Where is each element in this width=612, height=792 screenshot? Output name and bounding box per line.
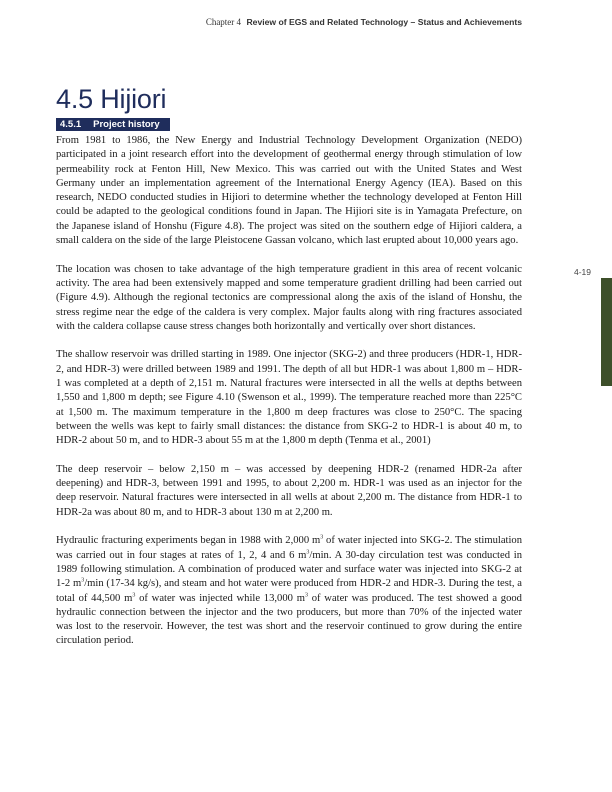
subsection-number: 4.5.1 [60, 119, 82, 130]
paragraph: From 1981 to 1986, the New Energy and Industrial Technology Development Organization (NEDO) participated in a joint research effort into the development of geothermal energy through stimulation of low permeability rock at Fenton Hill, New Mexico. This was carried out with the United States and West Germany under an implementation agreement of the International Energy Agency (IEA). Based on this research, NEDO conducted studies in Hijiori to determine whether the technology developed at Fenton Hill could be adapted to the geological conditions found in Japan. The Hijiori site is in Yamagata Prefecture, on the Japanese island of Honshu (Figure 4.8). The project was sited on the southern edge of Hijiori caldera, a small caldera on the side of the large Pleistocene Gassan volcano, which last erupted about 10,000 years ago. [56, 135, 522, 247]
body-text [56, 134, 522, 663]
text-run: of water injected into SKG-2. The stimulation was carried out in four stages at rates of 1, 2, 4 and 6 m [56, 535, 523, 561]
paragraph: The shallow reservoir was drilled starting in 1989. One injector (SKG-2) and three producers (HDR-1, HDR-2, and HDR-3) were drilled between 1989 and 1991. The depth of all but HDR-1 was about 1,800 m – HDR-1 was completed at a depth of 2,151 m. Natural fractures were intersected in all the wells at depths between 1,550 and 1,800 m depth; see Figure 4.10 (Swenson et al., 1999). The temperature reached more than 225°C at 1,500 m. The maximum temperature in the 1,800 m deep fractures was close to 250°C. The spacing between the wells was kept to fairly small distances: the distance from SKG-2 to HDR-1 is about 40 m, to HDR-2 about 50 m, and to HDR-3 about 55 m at the 1,800 m depth (Tenma et al., 2001) [56, 349, 522, 447]
superscript: 3 [304, 591, 308, 598]
page-number: 4-19 [574, 267, 592, 277]
chapter-label: Chapter 4 [205, 17, 242, 27]
paragraph: The deep reservoir – below 2,150 m – was accessed by deepening HDR-2 (renamed HDR-2a after deepening) and HDR-3, between 1991 and 1995, to about 2,200 m. HDR-1 was used as an injector for the deep reservoir. Natural fractures were intersected in all wells at about 2,200 m. The distance from HDR-1 to HDR-2a was about 80 m, and to HDR-3 about 130 m at 2,200 m. [56, 463, 522, 518]
section-title: 4.5 Hijiori [56, 84, 167, 114]
paragraph-hydraulic-fracturing [56, 534, 522, 648]
chapter-title: Review of EGS and Related Technology – Status and Achievements [246, 17, 522, 27]
superscript: 3 [306, 549, 310, 556]
paragraph: The location was chosen to take advantage of the high temperature gradient in this area of recent volcanic activity. The area had been extensively mapped and some temperature gradient drilling had been carried out (Figure 4.9). Although the regional tectonics are compressional along the axis of the island of Honshu, the stress regime near the edge of the caldera is very complex. Major faults along with ring fractures associated with the caldera collapse cause stress changes both horizontally and vertically over short distances. [56, 263, 522, 332]
superscript: 3 [81, 577, 85, 584]
subsection-title: Project history [93, 119, 160, 130]
chapter-thumb-tab [601, 278, 612, 386]
running-header [206, 17, 522, 27]
text-run: of water was injected while 13,000 m [135, 592, 305, 604]
text-run: of water was produced. The test showed a good hydraulic connection between the injector and the two producers, but more than 70% of the injected water was lost to the reservoir. However, the test was short and the reservoir continued to grow during the entire circulation period. [56, 592, 522, 647]
text-run: Hydraulic fracturing experiments began in 1988 with 2,000 m [56, 535, 321, 547]
text-run: /min (17-34 kg/s), and steam and hot water were produced from HDR-2 and HDR-3. During the test, a total of 44,500 m [56, 578, 522, 604]
subsection-heading [56, 118, 170, 131]
superscript: 3 [132, 591, 136, 598]
text-run: /min. A 30-day circulation test was conducted in 1989 following stimulation. A combination of produced water and surface water was injected into SKG-2 at 1-2 m [56, 549, 522, 590]
superscript: 3 [320, 534, 324, 541]
